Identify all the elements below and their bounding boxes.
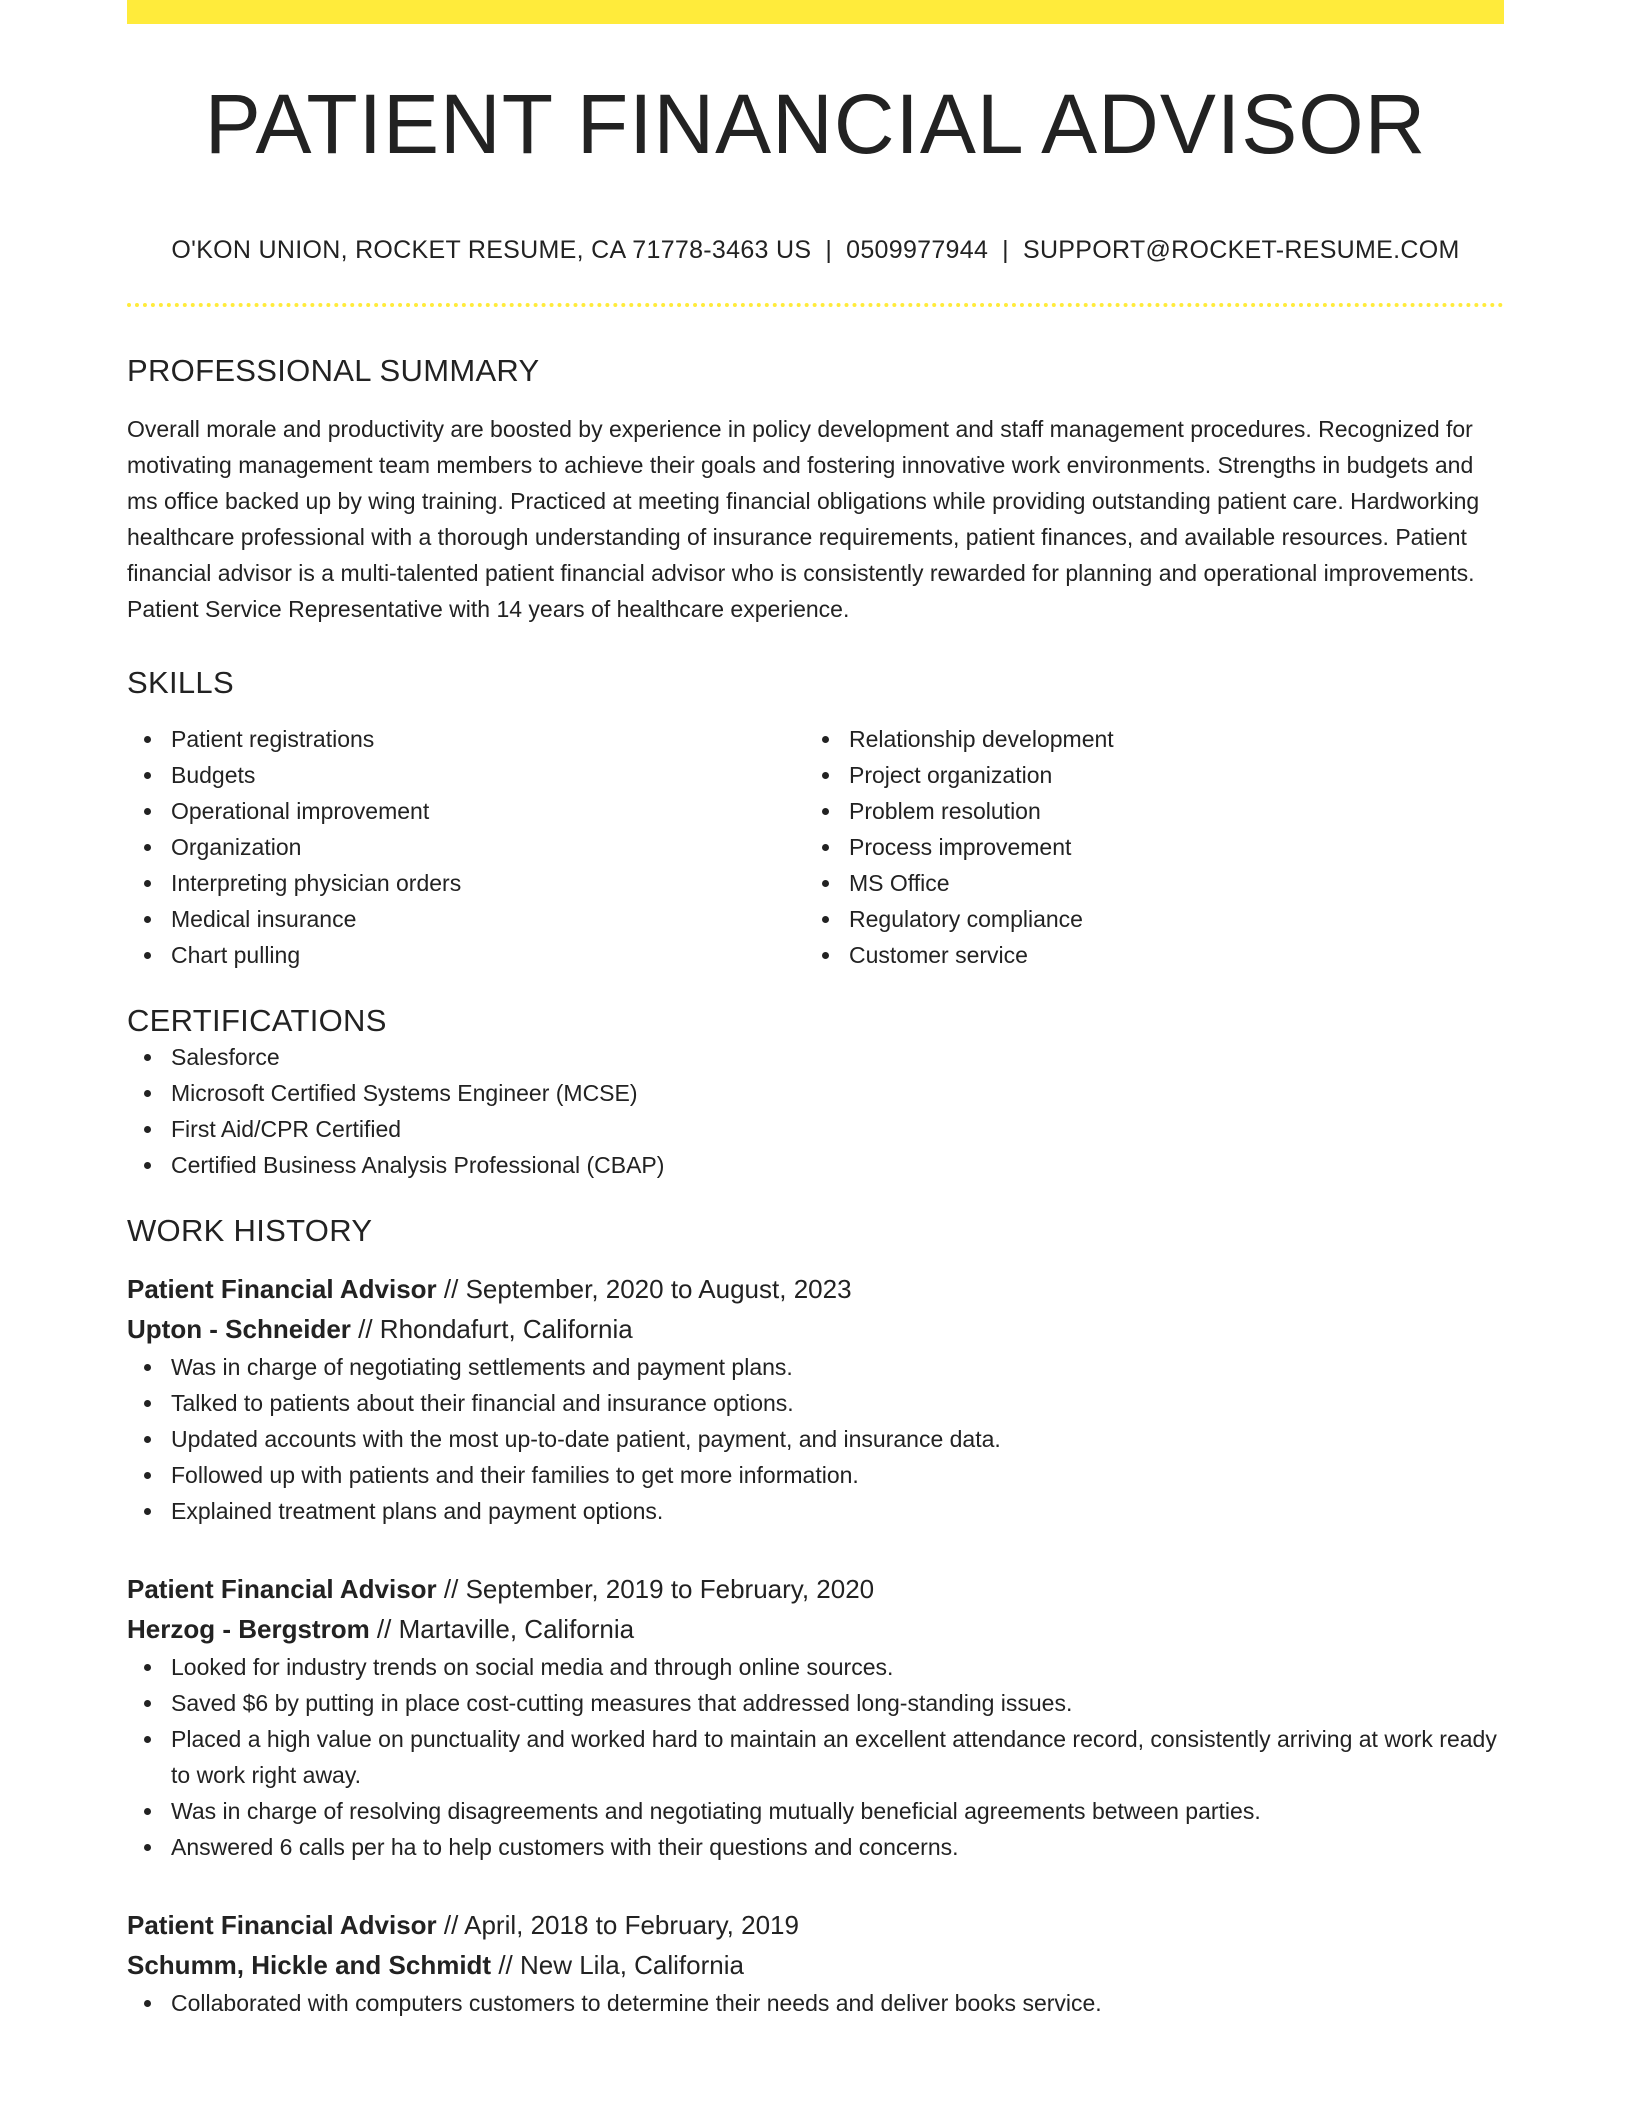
skill-item: Budgets <box>171 757 805 793</box>
job-title: Patient Financial Advisor <box>127 1910 437 1940</box>
resume-name: PATIENT FINANCIAL ADVISOR <box>204 77 1427 171</box>
skill-item: Process improvement <box>849 829 1483 865</box>
job-title-line <box>127 1269 1504 1309</box>
certification-item: Microsoft Certified Systems Engineer (MCSE) <box>171 1075 1504 1111</box>
job-dates: // September, 2020 to August, 2023 <box>436 1274 852 1304</box>
contact-email[interactable]: SUPPORT@ROCKET-RESUME.COM <box>1022 236 1460 264</box>
job-duty: Placed a high value on punctuality and worked hard to maintain an excellent attendance record, consistently arriving at work ready to work right away. <box>171 1721 1504 1793</box>
skills-list-right <box>805 721 1483 973</box>
job-dates: // April, 2018 to February, 2019 <box>436 1910 799 1940</box>
job-title: Patient Financial Advisor <box>127 1574 437 1604</box>
contact-line <box>127 236 1504 265</box>
skill-item: Interpreting physician orders <box>171 865 805 901</box>
job-company: Schumm, Hickle and Schmidt <box>127 1950 492 1980</box>
job-location: // Rhondafurt, California <box>350 1314 633 1344</box>
job-company-line <box>127 1609 1504 1649</box>
contact-separator: | <box>825 236 833 264</box>
summary-heading: PROFESSIONAL SUMMARY <box>127 353 540 388</box>
job-duty: Was in charge of resolving disagreements and negotiating mutually beneficial agreements between parties. <box>171 1793 1504 1829</box>
certification-item: First Aid/CPR Certified <box>171 1111 1504 1147</box>
skills-columns <box>127 721 1504 973</box>
skill-item: Customer service <box>849 937 1483 973</box>
job-entry <box>127 1905 1504 2021</box>
job-duty: Looked for industry trends on social media and through online sources. <box>171 1649 1504 1685</box>
accent-top-bar <box>127 0 1504 24</box>
job-company-line <box>127 1945 1504 1985</box>
job-duty: Collaborated with computers customers to determine their needs and deliver books service. <box>171 1985 1504 2021</box>
skill-item: MS Office <box>849 865 1483 901</box>
job-title-line <box>127 1905 1504 1945</box>
job-duty: Saved $6 by putting in place cost-cutting measures that addressed long-standing issues. <box>171 1685 1504 1721</box>
skills-column-right <box>805 721 1483 973</box>
skill-item: Patient registrations <box>171 721 805 757</box>
skill-item: Problem resolution <box>849 793 1483 829</box>
job-dates: // September, 2019 to February, 2020 <box>436 1574 875 1604</box>
dotted-divider <box>127 303 1504 307</box>
job-duties-list <box>127 1649 1504 1865</box>
job-company: Herzog - Bergstrom <box>127 1614 370 1644</box>
job-duty: Was in charge of negotiating settlements and payment plans. <box>171 1349 1504 1385</box>
job-duty: Updated accounts with the most up-to-date patient, payment, and insurance data. <box>171 1421 1504 1457</box>
job-duty: Explained treatment plans and payment options. <box>171 1493 1504 1529</box>
job-entry <box>127 1569 1504 1865</box>
job-location: // New Lila, California <box>491 1950 744 1980</box>
job-location: // Martaville, California <box>369 1614 635 1644</box>
certification-item: Salesforce <box>171 1039 1504 1075</box>
skill-item: Chart pulling <box>171 937 805 973</box>
job-title: Patient Financial Advisor <box>127 1274 437 1304</box>
work-history-heading: WORK HISTORY <box>127 1213 373 1248</box>
skill-item: Regulatory compliance <box>849 901 1483 937</box>
skill-item: Medical insurance <box>171 901 805 937</box>
job-duties-list <box>127 1985 1504 2021</box>
skills-list-left <box>127 721 805 973</box>
job-title-line <box>127 1569 1504 1609</box>
summary-text: Overall morale and productivity are boosted by experience in policy development and staff management procedures. Recognized for motivating management team members to achieve their goals and fostering innovative work environments. Strengths in budgets and ms office backed up by wing training. Practiced at meeting financial obligations while providing outstanding patient care. Hardworking healthcare professional with a thorough understanding of insurance requirements, patient finances, and available resources. Patient financial advisor is a multi-talented patient financial advisor who is consistently rewarded for planning and operational improvements. Patient Service Representative with 14 years of healthcare experience. <box>127 416 1480 622</box>
certifications-list <box>127 1039 1504 1183</box>
certification-item: Certified Business Analysis Professional (CBAP) <box>171 1147 1504 1183</box>
skill-item: Relationship development <box>849 721 1483 757</box>
skills-heading: SKILLS <box>127 665 234 700</box>
skill-item: Operational improvement <box>171 793 805 829</box>
resume-page <box>127 0 1504 2021</box>
skill-item: Project organization <box>849 757 1483 793</box>
job-duty: Answered 6 calls per ha to help customers with their questions and concerns. <box>171 1829 1504 1865</box>
contact-address: O'KON UNION, ROCKET RESUME, CA 71778-3463 US <box>171 236 812 264</box>
certifications-heading: CERTIFICATIONS <box>127 1003 387 1038</box>
skills-column-left <box>127 721 805 973</box>
job-duties-list <box>127 1349 1504 1529</box>
contact-phone: 0509977944 <box>846 236 989 264</box>
job-entry <box>127 1269 1504 1529</box>
job-company: Upton - Schneider <box>127 1314 351 1344</box>
job-duty: Followed up with patients and their families to get more information. <box>171 1457 1504 1493</box>
contact-separator: | <box>1002 236 1009 264</box>
job-duty: Talked to patients about their financial and insurance options. <box>171 1385 1504 1421</box>
job-company-line <box>127 1309 1504 1349</box>
skill-item: Organization <box>171 829 805 865</box>
